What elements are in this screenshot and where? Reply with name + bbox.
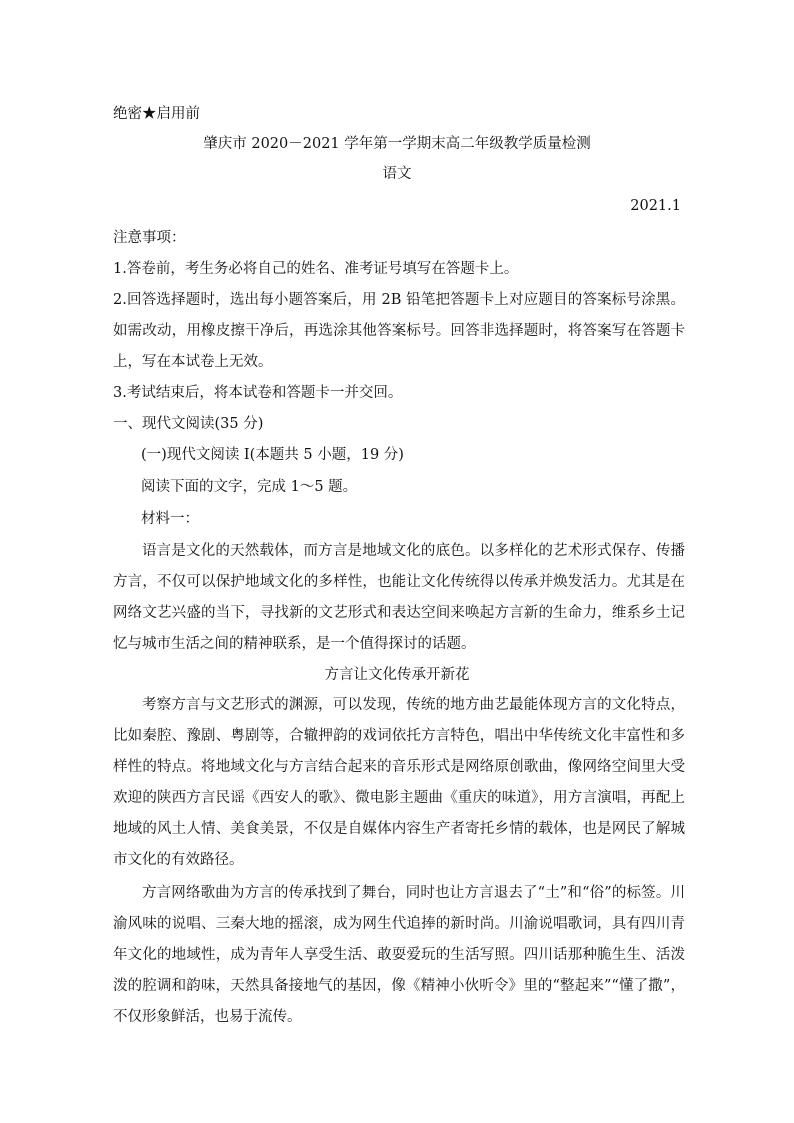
section-title: 一、现代文阅读(35 分) <box>113 416 264 432</box>
note-item-1: 1.答卷前，考生务必将自己的姓名、准考证号填写在答题卡上。 <box>113 261 519 277</box>
confidential-label: 绝密★启用前 <box>113 106 200 122</box>
material-label: 材料一： <box>141 511 199 527</box>
passage-intro: 语言是文化的天然载体，而方言是地域文化的底色。以多样化的艺术形式保存、传播方言，不仅可以保护地域文化的多样性，也能让文化传统得以传承并焕发活力。尤其是在网络文艺兴盛的当下，寻找新的文艺形式和表达空间来唤起方言新的生命力，维系乡土记忆与城市生活之间的精神联系，是一个值得探讨的话题。 <box>113 543 685 652</box>
section-instruction: 阅读下面的文字，完成 1～5 题。 <box>141 479 358 495</box>
note-item-2: 2.回答选择题时，选出每小题答案后，用 2B 铅笔把答题卡上对应题目的答案标号涂黑。如需改动，用橡皮擦干净后，再选涂其他答案标号。回答非选择题时，将答案写在答题卡上，写在本试卷上无效。 <box>113 292 685 370</box>
section-subtitle: (一)现代文阅读 I(本题共 5 小题，19 分) <box>141 447 404 463</box>
note-item-3: 3.考试结束后，将本试卷和答题卡一并交回。 <box>113 385 403 401</box>
subject-title: 语文 <box>382 166 412 182</box>
exam-title: 肇庆市 2020－2021 学年第一学期末高二年级教学质量检测 <box>203 136 591 152</box>
passage-paragraph-2: 方言网络歌曲为方言的传承找到了舞台，同时也让方言退去了“土”和“俗”的标签。川渝风味的说唱、三秦大地的摇滚，成为网生代追捧的新时尚。川渝说唱歌词，具有四川青年文化的地域性，成为青年人享受生活、敢耍爱玩的生活写照。四川话那种脆生生、活泼泼的腔调和韵味，天然具备接地气的基因，像《精神小伙听令》里的“整起来”“懂了撒”，不仅形象鲜活，也易于流传。 <box>113 885 685 1025</box>
notes-heading: 注意事项： <box>113 230 186 246</box>
passage-paragraph-1: 考察方言与文艺形式的渊源，可以发现，传统的地方曲艺最能体现方言的文化特点，比如秦腔、豫剧、粤剧等，合辙押韵的戏词依托方言特色，唱出中华传统文化丰富性和多样性的特点。将地域文化与方言结合起来的音乐形式是网络原创歌曲，像网络空间里大受欢迎的陕西方言民谣《西安人的歌》、微电影主题曲《重庆的味道》，用方言演唱，再配上地域的风土人情、美食美景，不仅是自媒体内容生产者寄托乡情的载体，也是网民了解城市文化的有效路径。 <box>113 697 685 868</box>
exam-date: 2021.1 <box>630 198 681 214</box>
article-title: 方言让文化传承开新花 <box>324 667 470 683</box>
